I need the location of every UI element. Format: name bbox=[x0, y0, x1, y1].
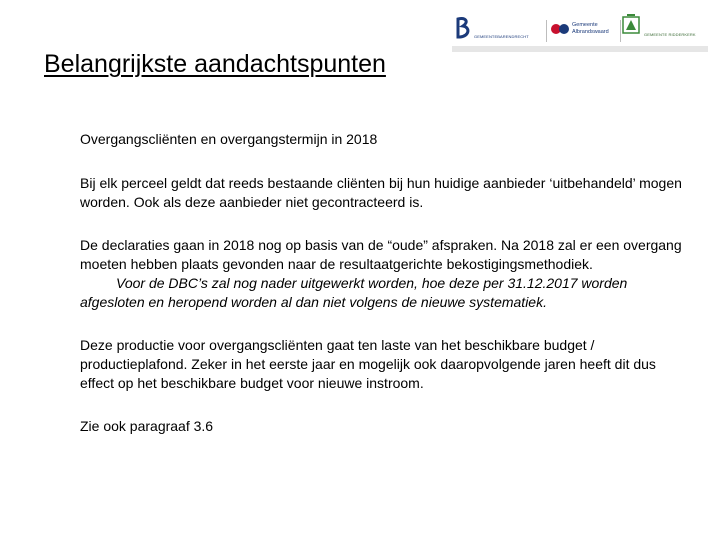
spacer bbox=[80, 393, 685, 417]
page-title: Belangrijkste aandachtspunten bbox=[44, 50, 386, 78]
paragraph-paragraaf-reference: Zie ook paragraaf 3.6 bbox=[80, 418, 214, 434]
barendrecht-emblem-icon bbox=[452, 16, 474, 40]
logo-divider-bar bbox=[452, 46, 708, 52]
ridderkerk-emblem-icon bbox=[622, 14, 640, 34]
albrandswaard-emblem-icon bbox=[550, 22, 570, 36]
spacer bbox=[80, 212, 685, 236]
paragraph-declaraties: De declaraties gaan in 2018 nog op basis van de “oude” afspraken. Na 2018 zal er een overgang moeten hebben plaats gevonden naar de resultaatgerichte bekostigingsmethodiek. bbox=[80, 237, 682, 272]
paragraph-dbc-note-line1: Voor de DBC’s zal nog nader uitgewerkt worden, hoe deze per 31.12.2017 worden bbox=[116, 275, 628, 291]
barendrecht-logo-text: GEMEENTEBARENDRECHT bbox=[474, 34, 529, 39]
paragraph-uitbehandeld: Bij elk perceel geldt dat reeds bestaande cliënten bij hun huidige aanbieder ‘uitbehandeld’ mogen worden. Ook als deze aanbieder niet gecontracteerd is. bbox=[80, 175, 682, 210]
paragraph-productie-budget: Deze productie voor overgangscliënten gaat ten laste van het beschikbare budget / productieplafond. Zeker in het eerste jaar en mogelijk ook daaropvolgende jaren heeft dit dus effect op het beschikbare budget voor nieuwe instroom. bbox=[80, 337, 656, 391]
paragraph-dbc-note-line2: afgesloten en heropend worden al dan niet volgens de nieuwe systematiek. bbox=[80, 294, 547, 310]
albrandswaard-logo-text: Gemeente Albrandswaard bbox=[572, 22, 609, 35]
albrandswaard-logo bbox=[550, 20, 616, 44]
ridderkerk-logo-text: GEMEENTE RIDDERKERK bbox=[644, 32, 696, 37]
slide-content bbox=[80, 130, 685, 436]
paragraph-overgangsclienten: Overgangscliënten en overgangstermijn in 2018 bbox=[80, 131, 378, 147]
logo-separator bbox=[546, 20, 547, 42]
logo-separator bbox=[620, 20, 621, 42]
barendrecht-logo bbox=[452, 14, 544, 44]
ridderkerk-logo bbox=[622, 14, 708, 46]
header-logos bbox=[452, 14, 708, 48]
spacer bbox=[80, 312, 685, 336]
